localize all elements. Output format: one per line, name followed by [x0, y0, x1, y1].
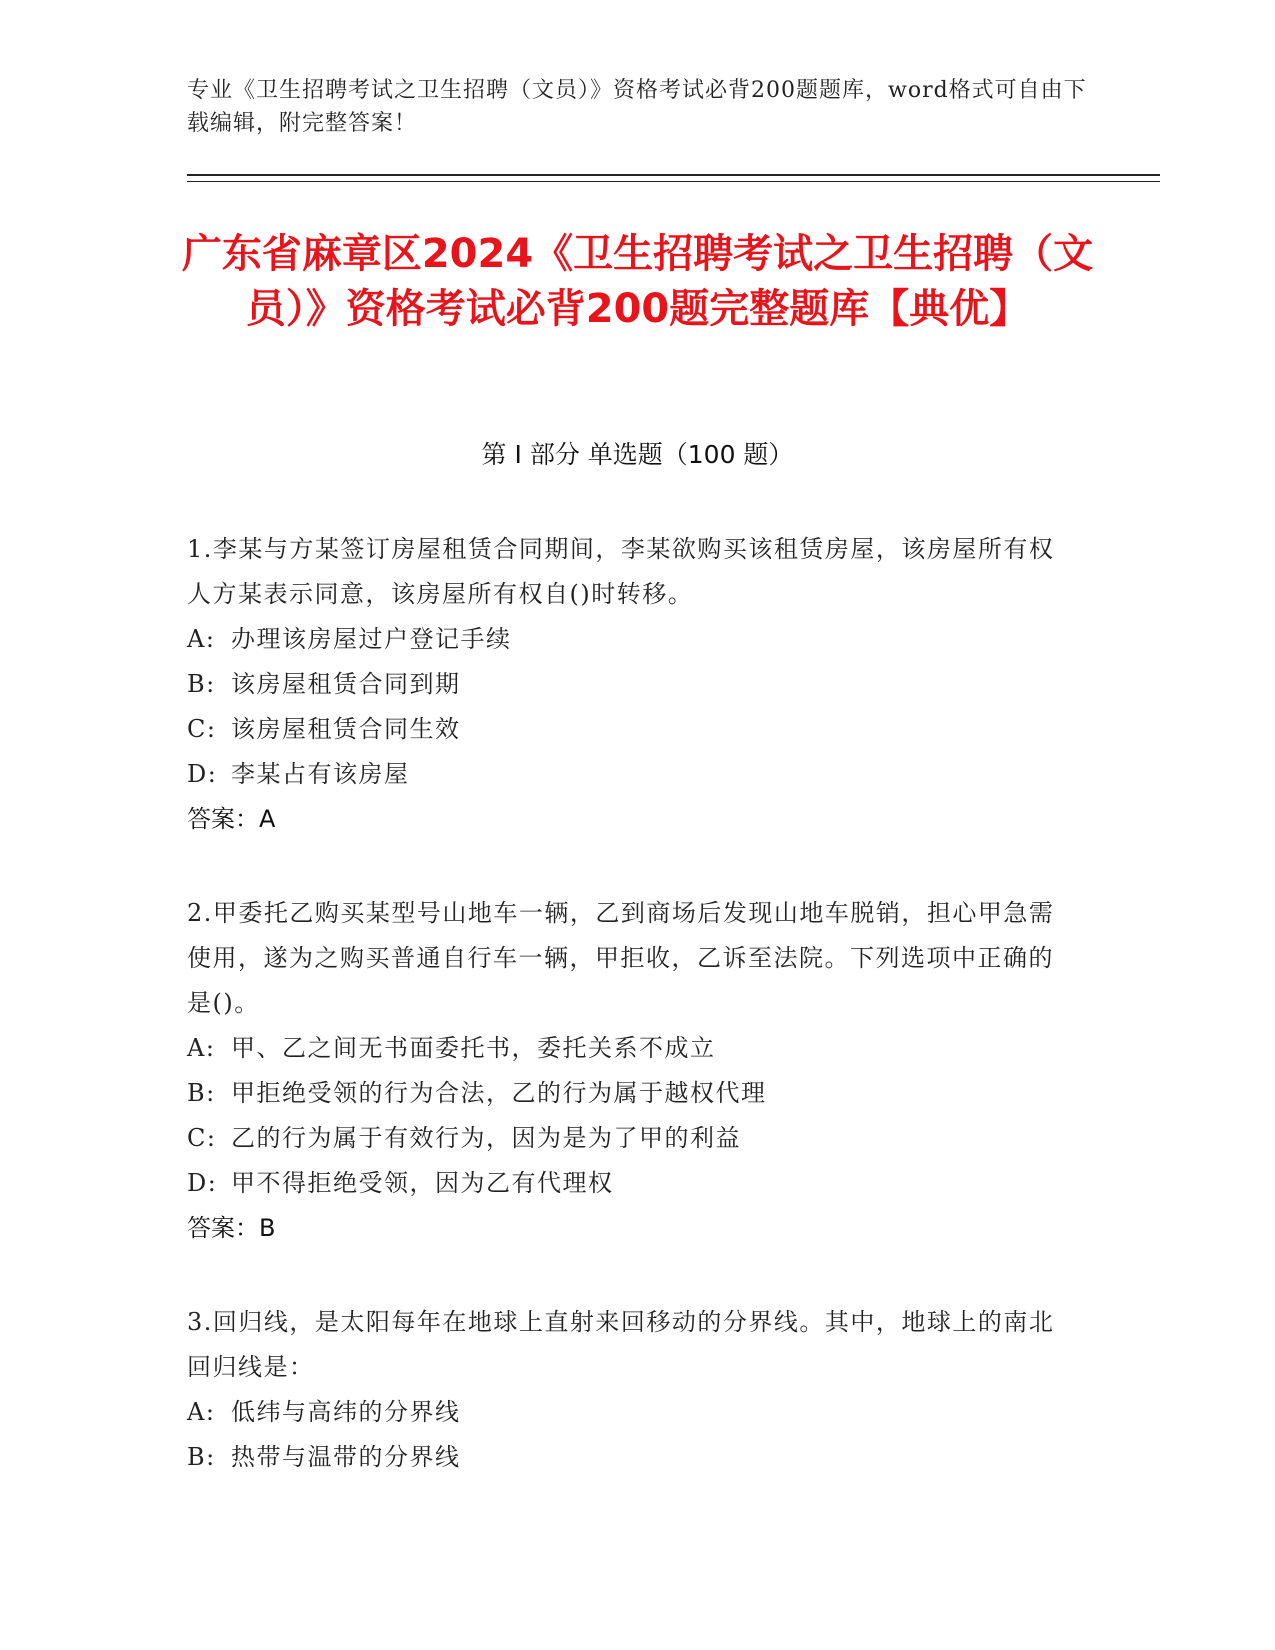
option-a [187, 1390, 1067, 1435]
option-text: 乙的行为属于有效行为，因为是为了甲的利益 [231, 1124, 741, 1152]
option-letter: A: [187, 1398, 216, 1426]
section-title: 第 I 部分 单选题（100 题） [481, 440, 794, 469]
option-letter: A: [187, 625, 216, 653]
option-text: 该房屋租赁合同到期 [231, 670, 461, 698]
option-d [187, 1161, 1067, 1206]
option-text: 甲、乙之间无书面委托书，委托关系不成立 [231, 1034, 716, 1062]
option-letter: B: [187, 670, 216, 698]
header-rule-thick [187, 174, 1160, 176]
option-d [187, 752, 1067, 797]
option-letter: B: [187, 1443, 216, 1471]
option-letter: C: [187, 715, 217, 743]
option-c [187, 707, 1067, 752]
answer: 答案：B [187, 1214, 276, 1242]
question-stem: 2.甲委托乙购买某型号山地车一辆，乙到商场后发现山地车脱销，担心甲急需使用，遂为之购买普通自行车一辆，甲拒收，乙诉至法院。下列选项中正确的是()。 [187, 899, 1055, 1017]
question-1 [187, 527, 1067, 842]
option-letter: C: [187, 1124, 217, 1152]
option-b [187, 1435, 1067, 1480]
option-letter: A: [187, 1034, 216, 1062]
answer: 答案：A [187, 805, 276, 833]
question-3 [187, 1300, 1067, 1480]
option-letter: D: [187, 1169, 218, 1197]
option-letter: B: [187, 1079, 216, 1107]
option-b [187, 1071, 1067, 1116]
option-b [187, 662, 1067, 707]
option-letter: D: [187, 760, 218, 788]
option-text: 办理该房屋过户登记手续 [231, 625, 512, 653]
option-a [187, 617, 1067, 662]
option-text: 甲拒绝受领的行为合法，乙的行为属于越权代理 [231, 1079, 767, 1107]
option-text: 热带与温带的分界线 [231, 1443, 461, 1471]
option-text: 甲不得拒绝受领，因为乙有代理权 [231, 1169, 614, 1197]
option-c [187, 1116, 1067, 1161]
document-title: 广东省麻章区2024《卫生招聘考试之卫生招聘（文员）》资格考试必背200题完整题库【典优】 [181, 231, 1094, 332]
option-a [187, 1026, 1067, 1071]
option-text: 李某占有该房屋 [231, 760, 410, 788]
header-rule-thin [187, 181, 1160, 182]
question-2 [187, 891, 1067, 1251]
option-text: 该房屋租赁合同生效 [231, 715, 461, 743]
question-stem: 3.回归线，是太阳每年在地球上直射来回移动的分界线。其中，地球上的南北回归线是： [187, 1308, 1055, 1381]
question-stem: 1.李某与方某签订房屋租赁合同期间，李某欲购买该租赁房屋，该房屋所有权人方某表示同意，该房屋所有权自()时转移。 [187, 535, 1055, 608]
option-text: 低纬与高纬的分界线 [231, 1398, 461, 1426]
header-note: 专业《卫生招聘考试之卫生招聘（文员）》资格考试必背200题题库，word格式可自由下载编辑，附完整答案！ [187, 78, 1087, 136]
